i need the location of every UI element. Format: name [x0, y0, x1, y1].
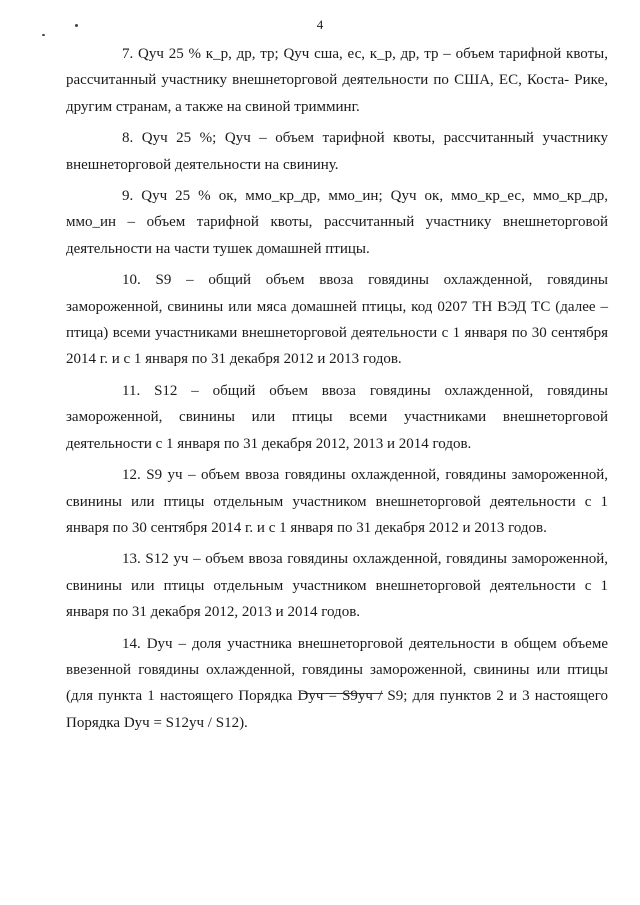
list-item: 7. Qуч 25 % к_р, др, тр; Qуч сша, ес, к_р, др, тр – объем тарифной квоты, рассчитанный участнику внешнеторговой деятельности по США, ЕС, Коста- Рике, другим странам, а также на свиной тримминг. [66, 46, 608, 115]
scan-speck [42, 34, 45, 36]
list-item: 14. Dуч – доля участника внешнеторговой деятельности в общем объеме ввезенной говядины охлажденной, говядины замороженной, свинины или птицы (для пункта 1 настоящего Порядка Dуч = S9уч / S9; для пунктов 2 и 3 настоящего Порядка Dуч = S12уч / S12). [66, 635, 608, 731]
scan-speck [75, 24, 78, 27]
list-item: 9. Qуч 25 % ок, ммо_кр_др, ммо_ин; Qуч ок, ммо_кр_ес, ммо_кр_др, ммо_ин – объем тарифной квоты, рассчитанный участнику внешнеторговой деятельности на части тушек домашней птицы. [66, 188, 608, 257]
page-number: 4 [316, 17, 324, 32]
list-item: 8. Qуч 25 %; Qуч – объем тарифной квоты, рассчитанный участнику внешнеторговой деятельности на свинину. [66, 130, 608, 173]
list-item: 11. S12 – общий объем ввоза говядины охлажденной, говядины замороженной, свинины или птицы всеми участниками внешнеторговой деятельности с 1 января по 31 декабря 2012, 2013 и 2014 годов. [66, 382, 608, 452]
list-item: 13. S12 уч – объем ввоза говядины охлажденной, говядины замороженной, свинины или птицы отдельным участником внешнеторговой деятельности с 1 января по 31 декабря 2012, 2013 и 2014 годов. [66, 551, 608, 621]
list-item: 10. S9 – общий объем ввоза говядины охлажденной, говядины замороженной, свинины или мяса домашней птицы, код 0207 ТН ВЭД ТС (далее – птица) всеми участниками внешнеторговой деятельности с 1 января по 30 сентября 2014 г. и с 1 января по 31 декабря 2012 и 2013 годов. [66, 272, 608, 368]
end-divider [301, 693, 383, 694]
document-body [66, 41, 608, 741]
list-item: 12. S9 уч – объем ввоза говядины охлажденной, говядины замороженной, свинины или птицы отдельным участником внешнеторговой деятельности с 1 января по 30 сентября 2014 г. и с 1 января по 31 декабря 2012 и 2013 годов. [66, 467, 608, 536]
